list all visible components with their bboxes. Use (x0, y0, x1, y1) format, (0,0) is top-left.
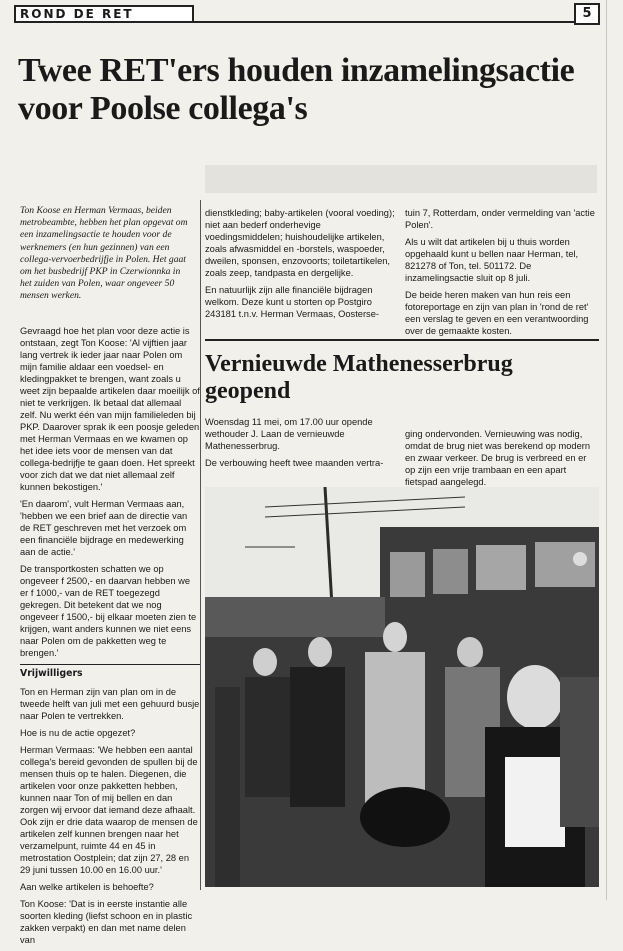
paragraph: Als u wilt dat artikelen bij u thuis worden opgehaald kunt u bellen naar Herman, tel, 821278 of Ton, tel. 501172. De inzamelingsactie sluit op 8 juli. (405, 237, 579, 283)
masthead-title: ROND DE RET (14, 5, 194, 23)
article-column-3 (405, 207, 599, 342)
article2-column-1 (205, 416, 400, 474)
paragraph: ging ondervonden. Vernieuwing was nodig, omdat de brug niet was berekend op modern en zwaar verkeer. De brug is verbreed en er op zijn een vrije trambaan en een apart fietspad aangelegd. (405, 429, 591, 487)
column-divider (200, 200, 201, 890)
subheading: Vrijwilligers (20, 664, 200, 680)
article-column-2 (205, 207, 395, 325)
paragraph: 'En daarom', vult Herman Vermaas aan, 'hebben we een brief aan de directie van de RET geschreven met het verzoek om een financiële bijdrage en medewerking aan de actie.' (20, 499, 188, 557)
article-column-1 (20, 325, 200, 951)
paragraph: En natuurlijk zijn alle financiële bijdragen welkom. Deze kunt u storten op Postgiro 243181 t.n.v. Herman Vermaas, Oosterse- (205, 285, 379, 319)
photo-bridge-opening (205, 487, 599, 887)
paragraph: Herman Vermaas: 'We hebben een aantal collega's bereid gevonden de spullen bij de mensen thuis op te halen. Diegenen, die artikelen voor onze pakketten hebben, kunnen naar Ton of mij bellen en dan zorgen wij ervoor dat iemand deze afhaalt. Ook zijn er drie data waarop de mensen de artikelen zelf kunnen brengen naar het verzamelpunt, ruimte 44 en 45 in metrostation Oostplein; dat zijn 27, 28 en 29 juni tussen 10.00 en 16.00 uur.' (20, 745, 198, 875)
page-number: 5 (574, 3, 600, 25)
paragraph: De beide heren maken van hun reis een fotoreportage en zijn van plan in 'rond de ret' een verslag te geven en een verantwoording over de gemaakte kosten. (405, 290, 589, 336)
paragraph: De transportkosten schatten we op ongeveer f 2500,- en daarvan hebben we er f 1000,- van de RET toegezegd gekregen. Dit betekent dat we nog ongeveer f 1500,- bij elkaar moeten zien te krijgen, want anders kunnen we niet eens naar Polen om de pakketten weg te brengen.' (20, 564, 197, 658)
paragraph: De verbouwing heeft twee maanden vertra- (205, 458, 384, 468)
page-edge (606, 0, 607, 900)
masthead-bleedthrough (418, 5, 558, 19)
paragraph: dienstkleding; baby-artikelen (vooral voeding); niet aan bederf onderhevige voedingsmiddelen; huishoudelijke artikelen, zoals afwasmiddel en -borstels, waspoeder, dweilen, sponsen, enzovoorts; toiletartikelen, zoals zeep, tandpasta en dergelijke. (205, 208, 395, 278)
article-headline: Twee RET'ers houden inzamelingsactie voor Poolse collega's (18, 52, 575, 127)
article2-column-2 (405, 428, 599, 493)
article2-headline: Vernieuwde Mathenesserbrug geopend (205, 351, 513, 404)
question: Aan welke artikelen is behoefte? (20, 882, 154, 892)
question: Hoe is nu de actie opgezet? (20, 728, 136, 738)
article-intro: Ton Koose en Herman Vermaas, beiden metrobeambte, hebben het plan opgevat om een inzamelingsactie te houden voor de werknemers (en hun gezinnen) van een collega-vervoerbedrijfje in Polen. Het gaat om het busbedrijf PKP in Czerwionnka in het zuiden van Polen, waar ongeveer 50 mensen werken. (20, 205, 188, 302)
masthead (14, 5, 600, 23)
paragraph: Gevraagd hoe het plan voor deze actie is ontstaan, zegt Ton Koose: 'Al vijftien jaar lang vertrek ik ieder jaar naar Polen om mijn familie aldaar een voedsel- en kledingpakket te brengen, want zoals u weet zijn bepaalde artikelen daar moeilijk of niet te verkrijgen. Ik betaal dat allemaal zelf. Nu werkt één van mijn familieleden bij PKP. Daarover sprak ik een poosje geleden met Herman Vermaas en we kwamen op het idee iets voor de mensen van dat collega-bedrijfje te gaan doen. Het spreekt voor zich dat we dat niet allemaal zelf kunnen bekostigen.' (20, 326, 200, 492)
paragraph: Woensdag 11 mei, om 17.00 uur opende wethouder J. Laan de vernieuwde Mathenesserbrug. (205, 417, 373, 451)
paragraph: Ton en Herman zijn van plan om in de tweede helft van juli met een gehuurd busje naar Polen te vertrekken. (20, 687, 200, 721)
paragraph: Ton Koose: 'Dat is in eerste instantie alle soorten kleding (liefst schoon en in plastic zakken verpakt) en dan met name delen van (20, 899, 193, 945)
article-separator (205, 339, 599, 341)
paragraph: tuin 7, Rotterdam, onder vermelding van 'actie Polen'. (405, 208, 595, 230)
bleedthrough-band (205, 165, 597, 193)
